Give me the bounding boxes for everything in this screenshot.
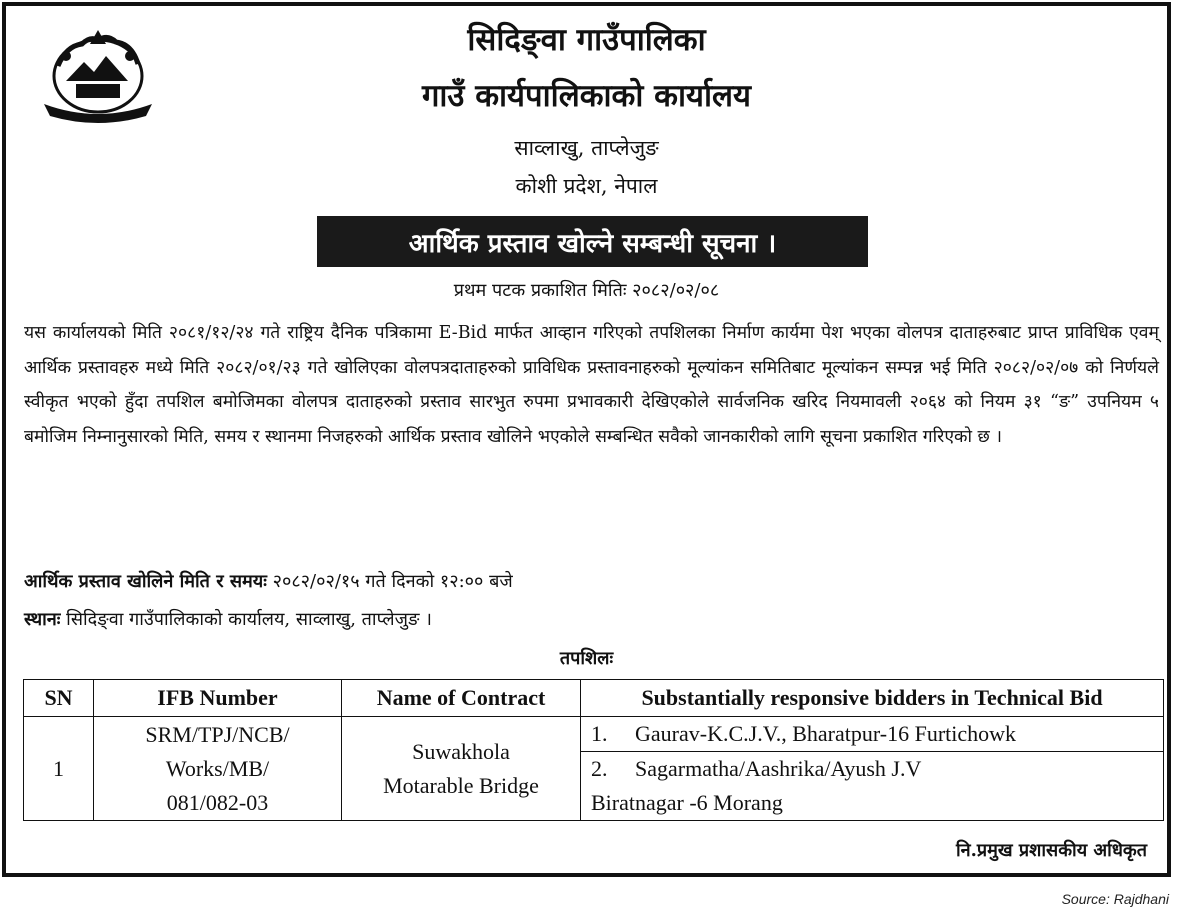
address-line-1: साव्लाखु, ताप्लेजुङ <box>514 136 659 160</box>
header-contract-name: Name of Contract <box>342 680 581 717</box>
address-line-2: कोशी प्रदेश, नेपाल <box>515 174 658 198</box>
schedule-label: तपशिलः <box>559 648 614 669</box>
header-sn: SN <box>24 680 94 717</box>
notice-title: आर्थिक प्रस्ताव खोल्ने सम्बन्धी सूचना । <box>317 216 868 267</box>
ifb-line: 081/082-03 <box>166 789 269 815</box>
table-row <box>24 717 1164 752</box>
cell-sn: 1 <box>24 717 94 821</box>
signature: नि.प्रमुख प्रशासकीय अधिकृत <box>956 840 1147 861</box>
opening-value: २०८२/०२/१५ गते दिनको १२:०० बजे <box>272 571 513 592</box>
contract-line: Suwakhola <box>412 738 510 764</box>
source-credit: Source: Rajdhani <box>1061 891 1169 907</box>
place-value: सिदिङ्वा गाउँपालिकाको कार्यालय, साव्लाखु, ताप्लेजुङ । <box>66 609 433 630</box>
schedule-table <box>23 679 1164 821</box>
bidder-name: Gaurav-K.C.J.V., Bharatpur-16 Furtichowk <box>635 721 1017 746</box>
header-ifb-number: IFB Number <box>94 680 342 717</box>
bidder-number: 1. <box>591 721 608 746</box>
office-subtitle: गाउँ कार्यपालिकाको कार्यालय <box>421 78 752 114</box>
bidder-1 <box>581 717 1164 752</box>
cell-contract-name <box>342 717 581 821</box>
cell-ifb-number <box>94 717 342 821</box>
bidder-address: Biratnagar -6 Morang <box>591 790 783 815</box>
ifb-line: SRM/TPJ/NCB/ <box>145 721 290 747</box>
bidder-name: Sagarmatha/Aashrika/Ayush J.V <box>635 756 922 781</box>
bidder-2 <box>581 752 1164 821</box>
opening-place <box>24 607 432 631</box>
header-bidders: Substantially responsive bidders in Technical Bid <box>581 680 1164 717</box>
notice-body: यस कार्यालयको मिति २०८१/१२/२४ गते राष्ट्रिय दैनिक पत्रिकामा E-Bid मार्फत आव्हान गरिएको तपशिलका निर्माण कार्यमा पेश भएका वोलपत्र दाताहरुबाट प्राप्त प्राविधिक एवम् आर्थिक प्रस्तावहरु मध्ये मिति २०८२/०१/२३ गते खोलिएका वोलपत्रदाताहरुको प्राविधिक प्रस्तावनाहरुको मूल्यांकन समितिबाट मूल्यांकन सम्पन्न भई मिति २०८२/०२/०७ को निर्णयले स्वीकृत भएको हुँदा तपशिल बमोजिमका वोलपत्र दाताहरुको प्रस्ताव सारभुत रुपमा प्रभावकारी देखिएकोले सार्वजनिक खरिद नियमावली २०६४ को नियम ३१ “ङ” उपनियम ५ बमोजिम निम्नानुसारको मिति, समय र स्थानमा निजहरुको आर्थिक प्रस्ताव खोलिने भएकोले सम्बन्धित सवैको जानकारीको लागि सूचना प्रकाशित गरिएको छ । <box>24 323 1159 447</box>
contract-line: Motarable Bridge <box>383 772 539 798</box>
bidder-number: 2. <box>591 756 608 781</box>
opening-datetime <box>24 569 513 593</box>
place-label: स्थानः <box>24 609 61 630</box>
opening-label: आर्थिक प्रस्ताव खोलिने मिति र समयः <box>24 571 267 592</box>
published-date: प्रथम पटक प्रकाशित मितिः २०८२/०२/०८ <box>453 280 720 301</box>
table-header-row <box>24 680 1164 717</box>
office-name: सिदिङ्वा गाउँपालिका <box>467 22 706 58</box>
notice-frame <box>2 2 1171 877</box>
ifb-line: Works/MB/ <box>165 755 270 781</box>
